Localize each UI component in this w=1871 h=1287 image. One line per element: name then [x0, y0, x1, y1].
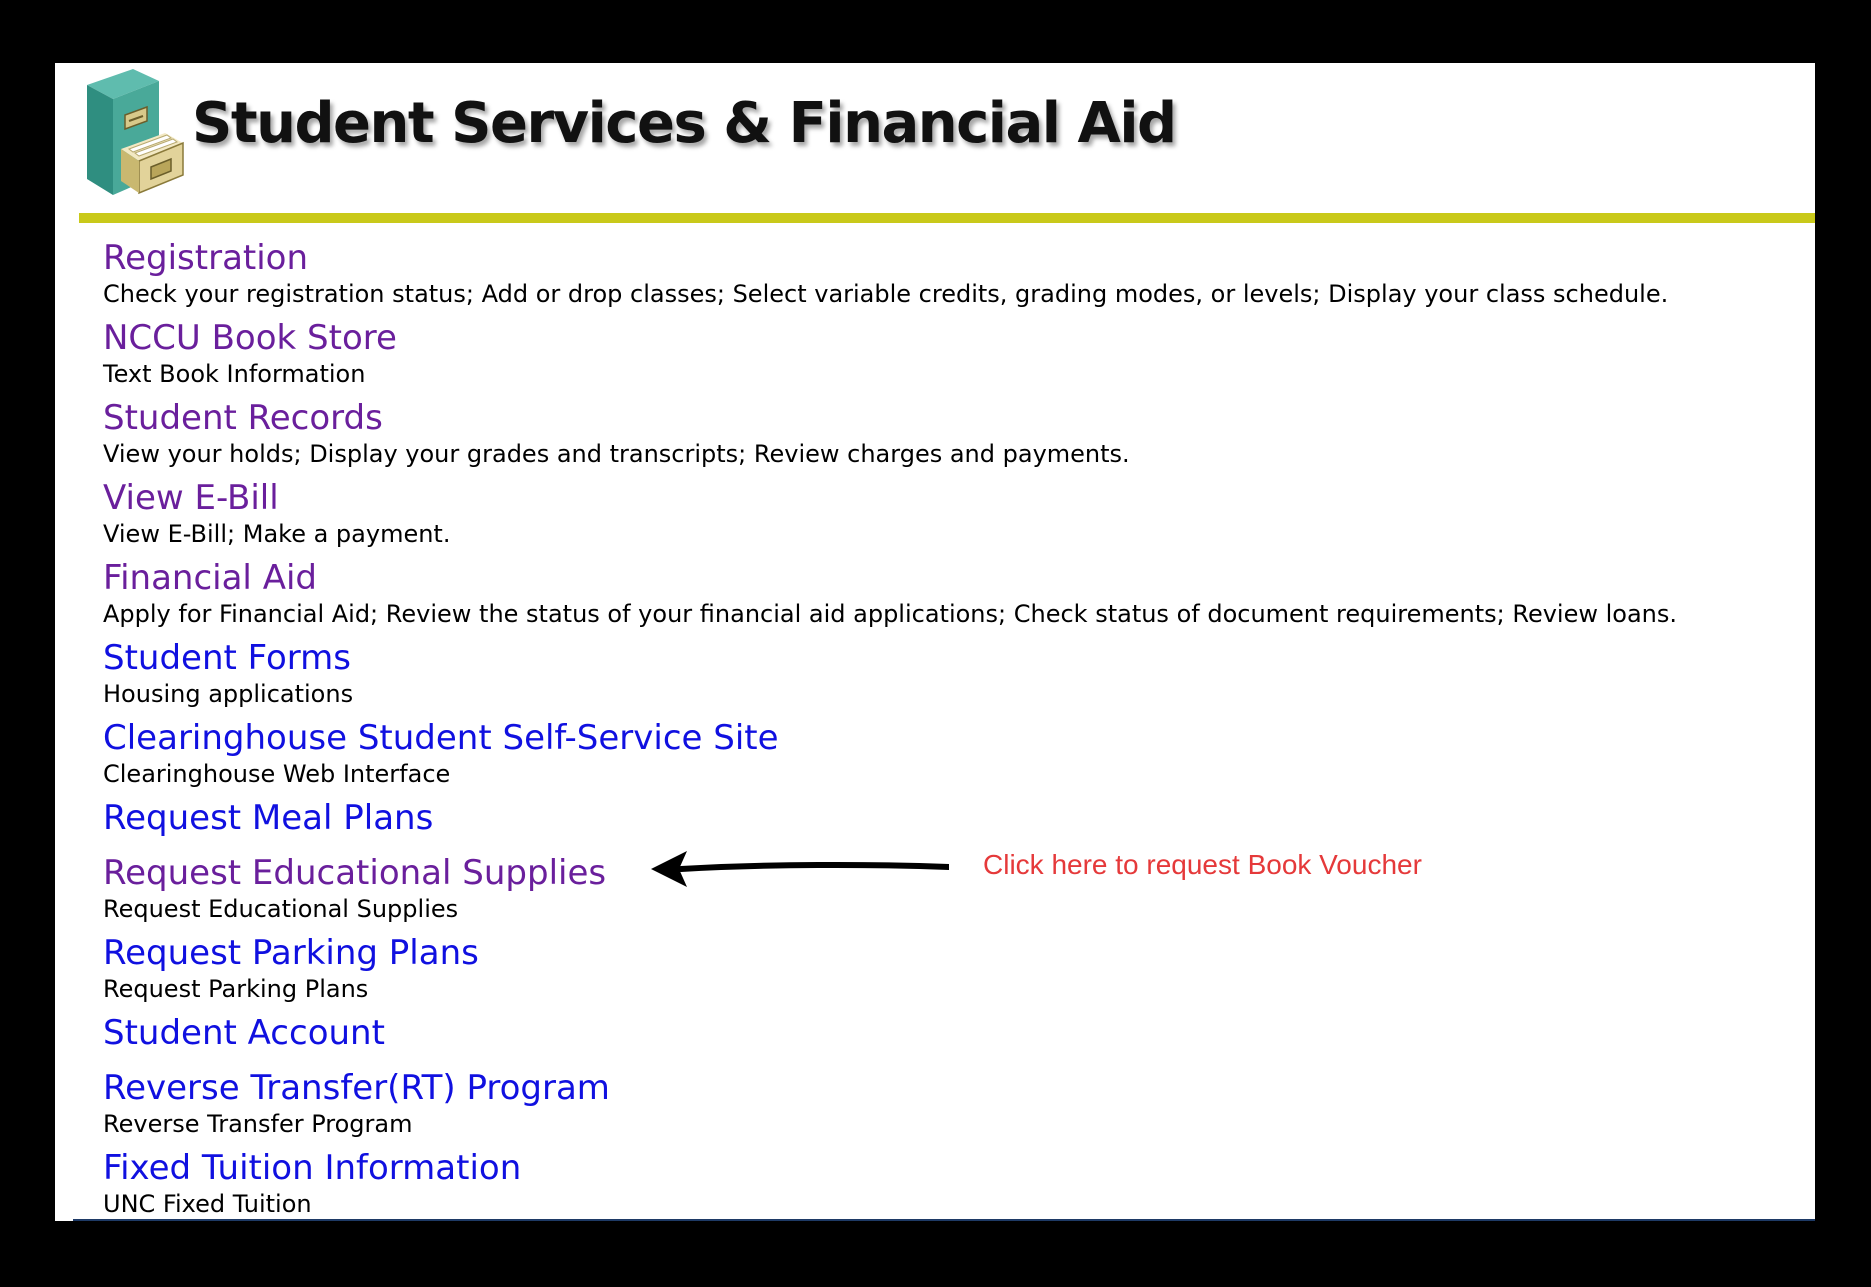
annotation-text: Click here to request Book Voucher: [983, 849, 1422, 880]
page-title: Student Services & Financial Aid: [192, 91, 1176, 156]
menu-item: [103, 932, 1803, 1004]
menu-item-description: Apply for Financial Aid; Review the status of your financial aid applications; Check status of document requirements; Review loans.: [103, 600, 1678, 628]
menu-item: [103, 477, 1803, 549]
file-cabinet-icon: [81, 67, 191, 197]
menu-link-request-parking-plans[interactable]: Request Parking Plans: [103, 933, 479, 973]
menu-link-student-records[interactable]: Student Records: [103, 398, 383, 438]
menu-link-reverse-transfer-rt-program[interactable]: Reverse Transfer(RT) Program: [103, 1068, 610, 1108]
title-divider: [79, 213, 1815, 223]
menu-link-financial-aid[interactable]: Financial Aid: [103, 558, 317, 598]
services-menu: [103, 237, 1803, 1221]
page-header: [55, 63, 1815, 215]
menu-item-description: Clearinghouse Web Interface: [103, 760, 451, 788]
menu-item-description: View your holds; Display your grades and transcripts; Review charges and payments.: [103, 440, 1130, 468]
footer-divider: [73, 1219, 1815, 1221]
menu-link-request-meal-plans[interactable]: Request Meal Plans: [103, 798, 434, 838]
menu-item: [103, 397, 1803, 469]
menu-item: [103, 1147, 1803, 1219]
menu-link-fixed-tuition-information[interactable]: Fixed Tuition Information: [103, 1148, 522, 1188]
menu-item: [103, 797, 1803, 839]
menu-item-description: View E-Bill; Make a payment.: [103, 520, 451, 548]
menu-item-description: Text Book Information: [103, 360, 366, 388]
menu-item: [103, 317, 1803, 389]
menu-link-clearinghouse-student-self-service-site[interactable]: Clearinghouse Student Self-Service Site: [103, 718, 779, 758]
menu-link-student-forms[interactable]: Student Forms: [103, 638, 352, 678]
menu-link-student-account[interactable]: Student Account: [103, 1013, 385, 1053]
menu-link-registration[interactable]: Registration: [103, 238, 309, 278]
menu-item-description: Request Parking Plans: [103, 975, 369, 1003]
annotation: [649, 844, 1449, 894]
menu-item-description: Housing applications: [103, 680, 354, 708]
menu-item: [103, 1067, 1803, 1139]
menu-item: [103, 1012, 1803, 1054]
menu-item-description: Check your registration status; Add or drop classes; Select variable credits, grading modes, or levels; Display your class schedule.: [103, 280, 1669, 308]
menu-item-description: Request Educational Supplies: [103, 895, 459, 923]
menu-link-nccu-book-store[interactable]: NCCU Book Store: [103, 318, 397, 358]
menu-item: [103, 237, 1803, 309]
page: [55, 63, 1815, 1221]
menu-item-description: UNC Fixed Tuition: [103, 1190, 312, 1218]
menu-item: [103, 557, 1803, 629]
menu-item: [103, 717, 1803, 789]
arrow-left-icon: [649, 844, 949, 894]
menu-item-description: Reverse Transfer Program: [103, 1110, 413, 1138]
menu-item: [103, 637, 1803, 709]
menu-link-request-educational-supplies[interactable]: Request Educational Supplies: [103, 853, 607, 893]
menu-link-view-e-bill[interactable]: View E-Bill: [103, 478, 279, 518]
